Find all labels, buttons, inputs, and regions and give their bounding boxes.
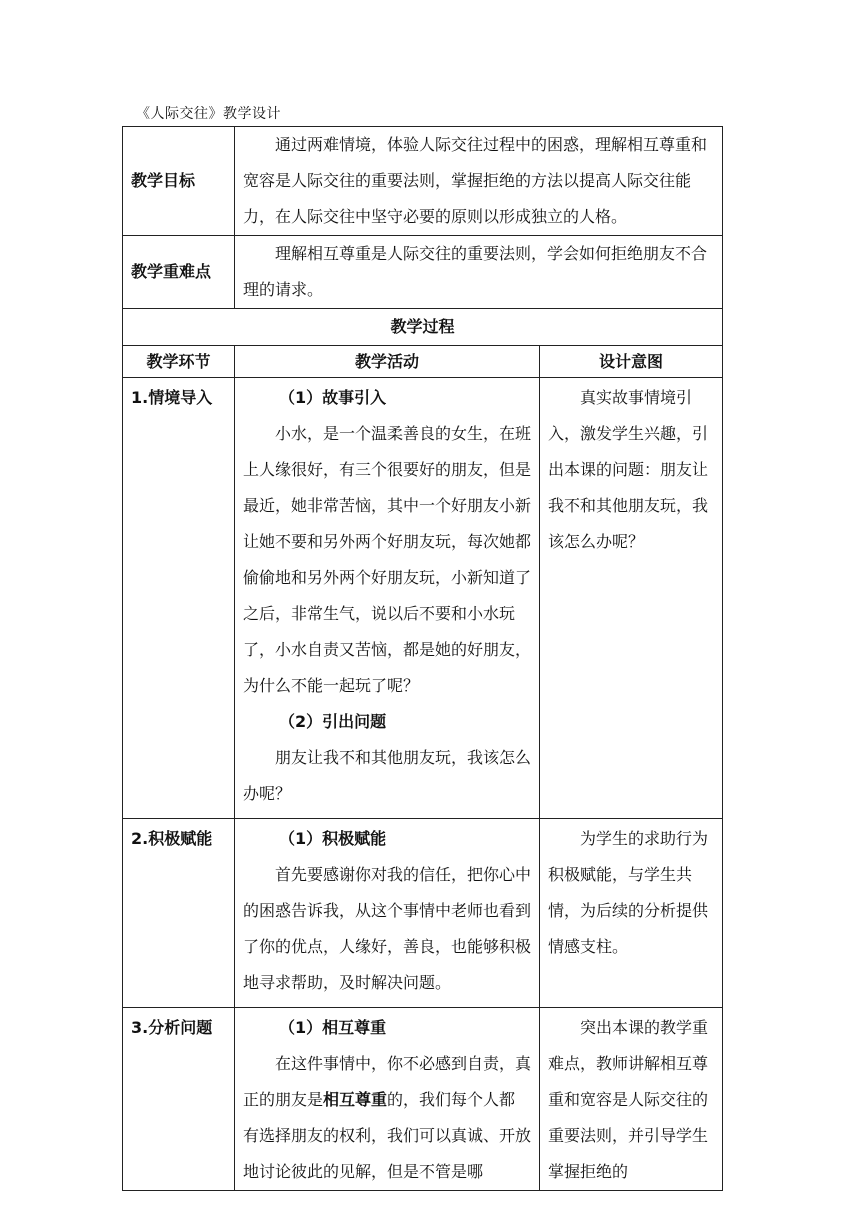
key-points-cell xyxy=(235,236,723,309)
intent-cell xyxy=(540,819,723,1008)
activity-cell xyxy=(235,819,540,1008)
key-points-text: 理解相互尊重是人际交往的重要法则，学会如何拒绝朋友不合理的请求。 xyxy=(243,244,708,299)
objectives-cell xyxy=(235,127,723,236)
process-header-row xyxy=(123,346,723,378)
process-title: 教学过程 xyxy=(123,309,723,346)
activity-subheading: （1）积极赋能 xyxy=(279,829,387,848)
header-stage: 教学环节 xyxy=(123,346,235,378)
process-row-3 xyxy=(123,1008,723,1191)
paragraph-text: 在这件事情中，你不必感到自责，真正的朋友是 xyxy=(243,1054,532,1109)
header-activity: 教学活动 xyxy=(235,346,540,378)
process-title-row xyxy=(123,309,723,346)
intent-text: 突出本课的教学重难点，教师讲解相互尊重和宽容是人际交往的重要法则，并引导学生掌握拒绝的 xyxy=(548,1018,709,1181)
paragraph-text: 的，我们每个人都有选择朋友的权利，我们可以真诚、开放地讨论彼此的见解，但是不管是哪 xyxy=(243,1090,532,1181)
header-intent: 设计意图 xyxy=(540,346,723,378)
stage-label: 3.分析问题 xyxy=(123,1008,235,1191)
objectives-text: 通过两难情境，体验人际交往过程中的困惑，理解相互尊重和宽容是人际交往的重要法则，掌握拒绝的方法以提高人际交往能力，在人际交往中坚守必要的原则以形成独立的人格。 xyxy=(243,135,708,226)
activity-paragraph: 首先要感谢你对我的信任，把你心中的困惑告诉我，从这个事情中老师也看到了你的优点，人缘好，善良，也能够积极地寻求帮助，及时解决问题。 xyxy=(243,865,532,992)
lesson-plan-table xyxy=(122,126,723,1191)
activity-paragraph: 小水，是一个温柔善良的女生，在班上人缘很好，有三个很要好的朋友，但是最近，她非常苦恼，其中一个好朋友小新让她不要和另外两个好朋友玩，每次她都偷偷地和另外两个好朋友玩，小新知道了之后，非常生气，说以后不要和小水玩了，小水自责又苦恼，都是她的好朋友，为什么不能一起玩了呢？ xyxy=(243,424,532,695)
intent-text: 真实故事情境引入，激发学生兴趣，引出本课的问题：朋友让我不和其他朋友玩，我该怎么办呢？ xyxy=(548,388,709,551)
emphasis-text: 相互尊重 xyxy=(323,1090,388,1109)
process-row-2 xyxy=(123,819,723,1008)
process-row-1 xyxy=(123,378,723,819)
intent-cell xyxy=(540,1008,723,1191)
intent-cell xyxy=(540,378,723,819)
activity-paragraph xyxy=(235,1046,539,1190)
intent-text: 为学生的求助行为积极赋能，与学生共情，为后续的分析提供情感支柱。 xyxy=(548,829,709,956)
objectives-row xyxy=(123,127,723,236)
key-points-row xyxy=(123,236,723,309)
key-points-label: 教学重难点 xyxy=(123,236,235,309)
activity-subheading: （1）故事引入 xyxy=(279,388,387,407)
activity-subheading: （1）相互尊重 xyxy=(279,1018,387,1037)
stage-label: 2.积极赋能 xyxy=(123,819,235,1008)
document-title: 《人际交往》教学设计 xyxy=(136,106,281,122)
activity-paragraph: 朋友让我不和其他朋友玩，我该怎么办呢？ xyxy=(243,748,532,803)
activity-subheading: （2）引出问题 xyxy=(279,712,387,731)
activity-cell xyxy=(235,378,540,819)
activity-cell xyxy=(235,1008,540,1191)
stage-label: 1.情境导入 xyxy=(123,378,235,819)
objectives-label: 教学目标 xyxy=(123,127,235,236)
